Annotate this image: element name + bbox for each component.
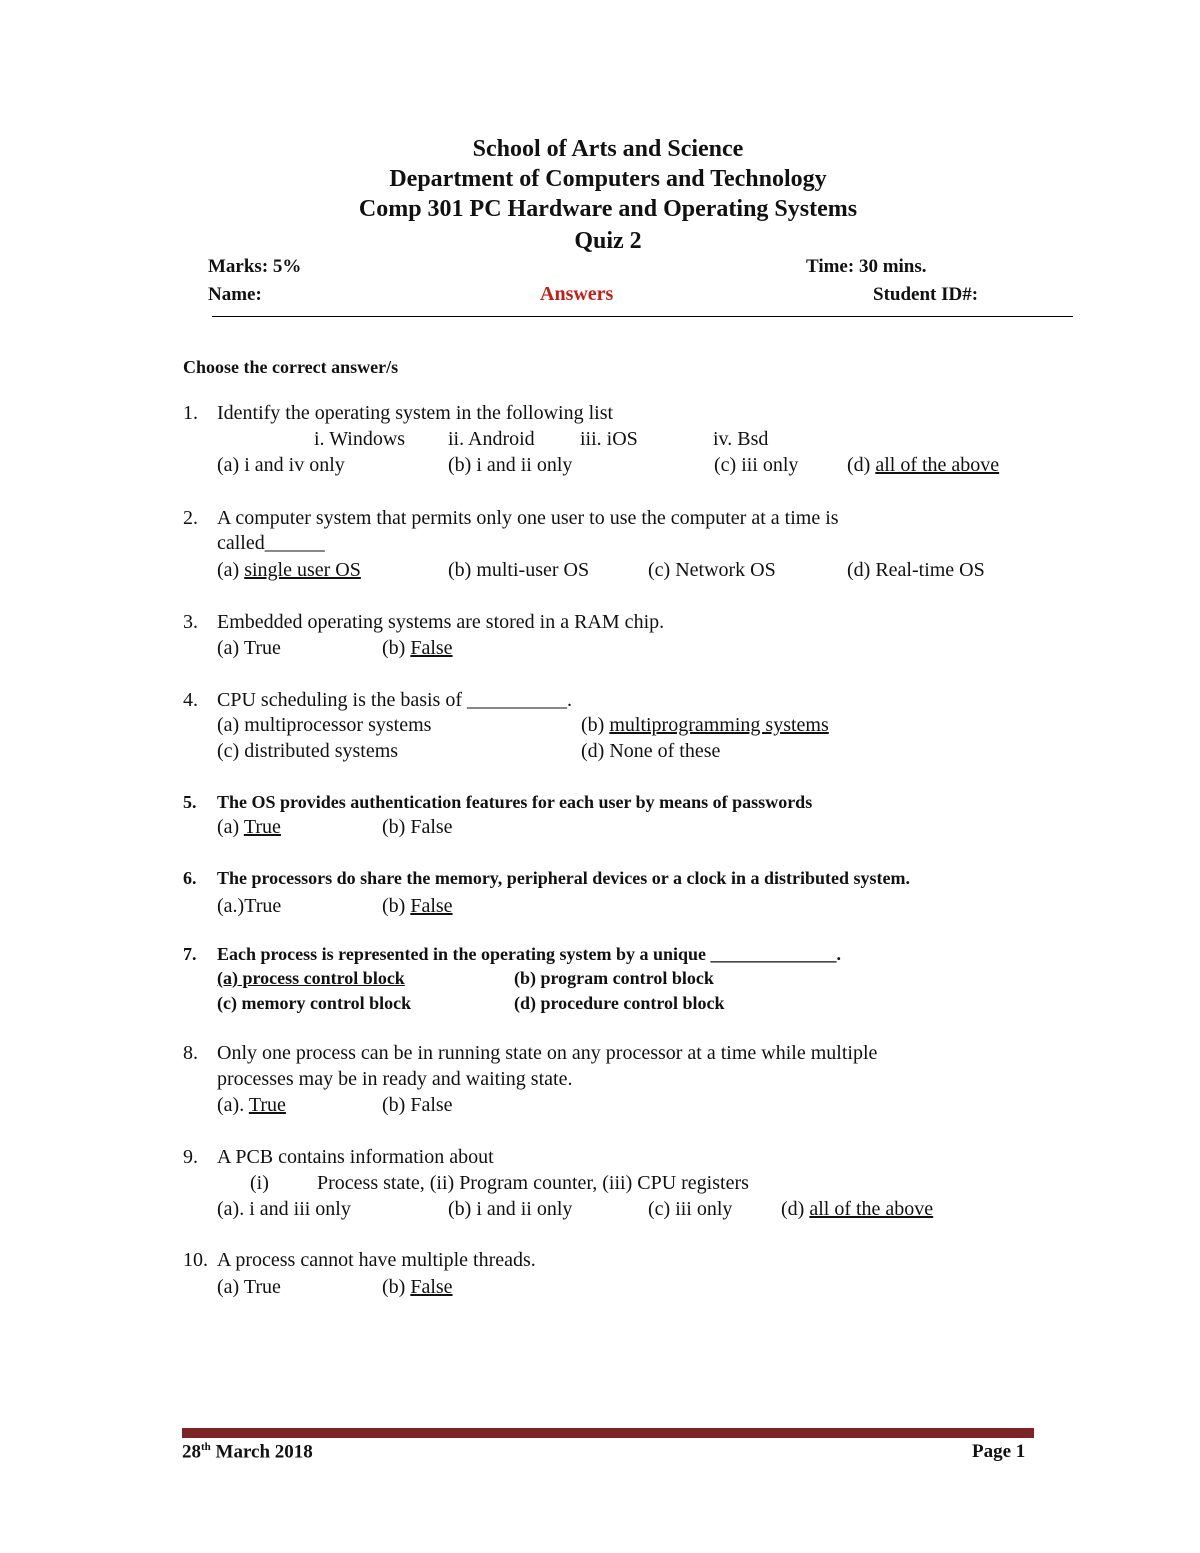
q4-option-a: (a) multiprocessor systems xyxy=(217,714,432,736)
q9-option-c: (c) iii only xyxy=(648,1198,733,1220)
q1-option-c: (c) iii only xyxy=(714,454,799,476)
q8-option-b: (b) False xyxy=(382,1094,453,1116)
q4-number: 4. xyxy=(183,689,198,711)
q10-text: A process cannot have multiple threads. xyxy=(217,1249,536,1271)
q6-option-b: (b) False xyxy=(382,895,453,917)
q5-text: The OS provides authentication features for each user by means of passwords xyxy=(217,792,813,812)
q9-option-a: (a). i and iii only xyxy=(217,1198,351,1220)
footer-bar xyxy=(182,1428,1034,1438)
q1-option-b: (b) i and ii only xyxy=(448,454,573,476)
q10-option-a: (a) True xyxy=(217,1276,281,1298)
q5-number: 5. xyxy=(183,792,197,812)
q7-option-d: (d) procedure control block xyxy=(514,993,725,1013)
q2-text: A computer system that permits only one user to use the computer at a time is xyxy=(217,507,839,529)
q1-list-item: i. Windows xyxy=(314,428,406,450)
school-title: School of Arts and Science xyxy=(472,136,744,162)
student-id-label: Student ID#: xyxy=(873,284,979,305)
marks-label: Marks: 5% xyxy=(208,256,302,277)
q3-option-a: (a) True xyxy=(217,637,281,659)
q3-number: 3. xyxy=(183,611,198,633)
q2-answer: single user OS xyxy=(244,559,361,581)
q5-option-a: (a) True xyxy=(217,816,281,838)
q2-option-d: (d) Real-time OS xyxy=(847,559,985,581)
q9-number: 9. xyxy=(183,1146,198,1168)
q2-option-b: (b) multi-user OS xyxy=(448,559,590,581)
q4-text: CPU scheduling is the basis of __________. xyxy=(217,689,572,711)
q7-option-c: (c) memory control block xyxy=(217,993,412,1013)
q1-text: Identify the operating system in the following list xyxy=(217,402,614,424)
q2-text-cont: called______ xyxy=(217,532,325,554)
q4-answer: multiprogramming systems xyxy=(609,714,829,736)
q8-text: Only one process can be in running state on any processor at a time while multiple xyxy=(217,1042,878,1064)
q1-list-item: iv. Bsd xyxy=(713,428,769,450)
q1-option-a: (a) i and iv only xyxy=(217,454,345,476)
course-title: Comp 301 PC Hardware and Operating Systems xyxy=(358,196,858,222)
q7-text: Each process is represented in the operating system by a unique ______________. xyxy=(217,944,842,964)
q6-answer: False xyxy=(410,895,453,917)
footer-date: 28th March 2018 xyxy=(182,1441,313,1463)
q6-option-a: (a.)True xyxy=(217,895,282,917)
q5-option-b: (b) False xyxy=(382,816,453,838)
page-number: Page 1 xyxy=(972,1441,1026,1462)
q8-option-a: (a). True xyxy=(217,1094,286,1116)
q10-answer: False xyxy=(410,1276,453,1298)
q8-number: 8. xyxy=(183,1042,198,1064)
q10-number: 10. xyxy=(183,1249,208,1271)
q9-answer: all of the above xyxy=(809,1198,934,1220)
time-label: Time: 30 mins. xyxy=(806,256,927,277)
q1-option-d: (d) all of the above xyxy=(847,454,1000,476)
q7-number: 7. xyxy=(183,944,197,964)
instructions: Choose the correct answer/s xyxy=(183,357,399,377)
q8-answer: True xyxy=(248,1094,286,1116)
name-label: Name: xyxy=(208,284,262,305)
q10-option-b: (b) False xyxy=(382,1276,453,1298)
q2-number: 2. xyxy=(183,507,198,529)
q1-answer: all of the above xyxy=(875,454,1000,476)
q8-text-cont: processes may be in ready and waiting state. xyxy=(217,1068,573,1090)
q9-sub-text: Process state, (ii) Program counter, (iii) CPU registers xyxy=(317,1172,749,1194)
q1-number: 1. xyxy=(183,402,198,424)
q3-text: Embedded operating systems are stored in a RAM chip. xyxy=(217,611,665,633)
q3-answer: False xyxy=(410,637,453,659)
department-title: Department of Computers and Technology xyxy=(389,166,827,192)
q4-option-b: (b) multiprogramming systems xyxy=(581,714,829,736)
q6-number: 6. xyxy=(183,868,197,888)
q1-list-item: iii. iOS xyxy=(580,428,638,450)
q2-option-a: (a) single user OS xyxy=(217,559,361,581)
q7-answer: (a) process control block xyxy=(217,968,405,988)
q1-list-item: ii. Android xyxy=(448,428,535,450)
q4-option-c: (c) distributed systems xyxy=(217,740,399,762)
name-value: Answers xyxy=(540,283,614,305)
q2-option-c: (c) Network OS xyxy=(648,559,776,581)
header-rule xyxy=(212,316,1073,317)
q9-option-b: (b) i and ii only xyxy=(448,1198,573,1220)
q7-option-b: (b) program control block xyxy=(514,968,714,988)
q5-answer: True xyxy=(243,816,281,838)
q9-option-d: (d) all of the above xyxy=(781,1198,934,1220)
q6-text: The processors do share the memory, peripheral devices or a clock in a distributed system. xyxy=(217,868,910,888)
q4-option-d: (d) None of these xyxy=(581,740,721,762)
quiz-title: Quiz 2 xyxy=(574,228,642,254)
q9-text: A PCB contains information about xyxy=(217,1146,494,1168)
q3-option-b: (b) False xyxy=(382,637,453,659)
q9-sub-number: (i) xyxy=(250,1172,269,1194)
